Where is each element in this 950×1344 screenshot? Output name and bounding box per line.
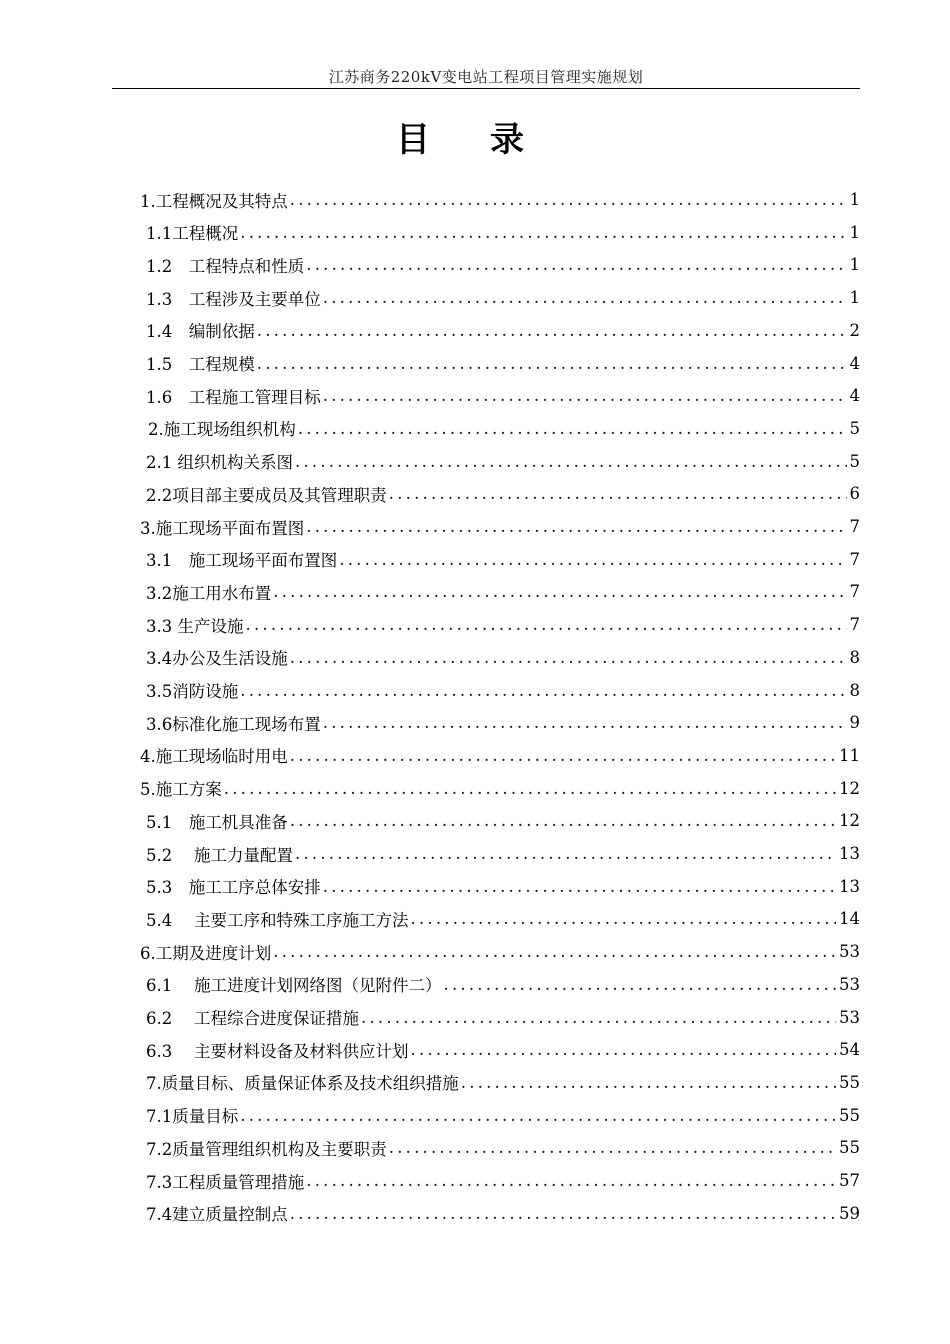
toc-entry-label: 1.工程概况及其特点 (140, 191, 288, 211)
header-title: 江苏商务220kV变电站工程项目管理实施规划 (328, 68, 644, 86)
toc-entry[interactable] (146, 706, 860, 739)
toc-entry-label: 1.5 工程规模 (146, 355, 255, 374)
toc-entry-label: 3.5消防设施 (146, 682, 239, 701)
toc-entry-page: 55 (839, 1138, 860, 1158)
toc-entry[interactable] (146, 248, 860, 281)
toc-entry[interactable] (146, 902, 860, 935)
toc-entry-label: 2.施工现场组织机构 (148, 420, 296, 440)
toc-entry-page: 7 (849, 615, 860, 635)
toc-leader-dots (246, 615, 847, 634)
toc-entry-page: 53 (839, 974, 860, 994)
toc-leader-dots (240, 681, 846, 700)
toc-entry-label: 1.6 工程施工管理目标 (146, 387, 321, 407)
toc-entry[interactable] (146, 281, 860, 314)
toc-entry-page: 59 (839, 1203, 860, 1223)
toc-entry-label: 6.1 施工进度计划网络图（见附件二） (146, 976, 442, 996)
toc-leader-dots (323, 877, 836, 896)
toc-entry-page: 7 (849, 582, 860, 602)
toc-entry[interactable] (146, 1099, 860, 1132)
toc-entry-label: 6.工期及进度计划 (140, 943, 272, 963)
toc-entry-page: 8 (849, 680, 860, 700)
toc-leader-dots (290, 648, 847, 667)
toc-leader-dots (240, 1106, 836, 1125)
toc-entry-label: 7.4建立质量控制点 (146, 1205, 288, 1225)
toc-leader-dots (273, 582, 846, 601)
toc-entry-label: 1.4 编制依据 (146, 322, 255, 342)
toc-entry[interactable] (140, 183, 860, 216)
toc-entry-label: 6.3 主要材料设备及材料供应计划 (146, 1041, 409, 1061)
toc-entry-label: 7.2质量管理组织机构及主要职责 (146, 1139, 387, 1159)
toc-leader-dots (306, 517, 846, 536)
toc-entry-page: 4 (849, 353, 860, 373)
toc-entry[interactable] (146, 968, 860, 1001)
toc-entry-label: 3.2施工用水布置 (146, 583, 272, 603)
toc-entry-label: 1.3 工程涉及主要单位 (146, 289, 321, 309)
toc-leader-dots (461, 1073, 836, 1092)
toc-entry-label: 2.2项目部主要成员及其管理职责 (146, 485, 387, 505)
toc-entry-page: 57 (839, 1171, 860, 1190)
toc-leader-dots (240, 223, 846, 242)
toc-entry-label: 3.施工现场平面布置图 (140, 518, 305, 538)
toc-entry-page: 2 (849, 320, 860, 340)
toc-entry-label: 3.4办公及生活设施 (146, 649, 288, 669)
toc-leader-dots (290, 811, 836, 830)
toc-leader-dots (290, 746, 836, 765)
toc-entry[interactable] (146, 641, 860, 674)
toc-leader-dots (323, 288, 847, 307)
toc-entry-label: 4.施工现场临时用电 (140, 747, 288, 767)
toc-entry-page: 55 (839, 1105, 860, 1125)
toc-leader-dots (290, 1204, 836, 1223)
toc-leader-dots (389, 1138, 836, 1157)
toc-entry-label: 1.1工程概况 (146, 224, 239, 244)
toc-entry-label: 3.6标准化施工现场布置 (146, 714, 321, 734)
toc-leader-dots (306, 255, 846, 274)
toc-entry[interactable] (146, 870, 860, 903)
toc-entry-label: 3.1 施工现场平面布置图 (146, 551, 338, 571)
toc-title: 目录 (396, 120, 584, 160)
toc-entry[interactable] (146, 314, 860, 347)
toc-entry[interactable] (140, 739, 860, 772)
toc-leader-dots (295, 844, 836, 863)
toc-entry[interactable] (146, 445, 860, 478)
toc-entry-label: 7.质量目标、质量保证体系及技术组织措施 (146, 1074, 459, 1094)
toc-entry[interactable] (146, 837, 860, 870)
toc-entry-page: 54 (839, 1040, 860, 1060)
toc-entry-page: 1 (849, 255, 860, 275)
toc-entry-page: 6 (849, 484, 860, 504)
toc-entry[interactable] (146, 1164, 860, 1197)
toc-leader-dots (323, 386, 847, 405)
toc-entry-label: 5.1 施工机具准备 (146, 812, 288, 832)
toc-entry[interactable] (148, 412, 860, 445)
toc-entry-label: 3.3 生产设施 (146, 616, 244, 636)
toc-entry[interactable] (146, 575, 860, 608)
toc-entry-page: 12 (839, 778, 860, 798)
toc-entry[interactable] (146, 379, 860, 412)
toc-leader-dots (224, 779, 836, 798)
toc-entry[interactable] (140, 772, 860, 805)
toc-entry-page: 8 (849, 647, 860, 667)
toc-entry[interactable] (146, 543, 860, 576)
toc-leader-dots (411, 909, 837, 928)
toc-entry[interactable] (146, 1001, 860, 1034)
header-rule (112, 88, 860, 89)
toc-leader-dots (323, 713, 847, 732)
toc-entry-page: 7 (849, 517, 860, 536)
toc-entry[interactable] (146, 1197, 860, 1230)
toc-entry[interactable] (140, 935, 860, 968)
toc-entry-page: 12 (839, 811, 860, 831)
toc-entry-page: 13 (839, 876, 860, 896)
toc-leader-dots (339, 550, 846, 569)
toc-entry-label: 1.2 工程特点和性质 (146, 256, 305, 276)
toc-entry-page: 5 (849, 418, 860, 438)
toc-entry-page: 53 (839, 942, 860, 962)
toc-entry-page: 11 (839, 745, 860, 765)
toc-entry-page: 14 (839, 909, 860, 929)
toc-entry[interactable] (146, 1131, 860, 1164)
toc-leader-dots (295, 452, 847, 471)
toc-leader-dots (389, 484, 847, 503)
toc-leader-dots (290, 190, 847, 209)
toc-entry-label: 7.1质量目标 (146, 1107, 239, 1127)
toc-leader-dots (361, 1008, 836, 1027)
toc-entry[interactable] (146, 674, 860, 707)
toc-entry-page: 1 (849, 190, 860, 209)
toc-entry[interactable] (146, 804, 860, 837)
toc-entry-label: 7.3工程质量管理措施 (146, 1172, 305, 1192)
toc-entry-page: 9 (849, 713, 860, 733)
toc-leader-dots (411, 1040, 837, 1059)
toc-entry[interactable] (146, 347, 860, 380)
toc-entry[interactable] (146, 216, 860, 249)
toc-entry[interactable] (146, 477, 860, 510)
toc-entry-label: 5.2 施工力量配置 (146, 845, 293, 865)
toc-entry-page: 7 (849, 549, 860, 569)
toc-entry-label: 5.施工方案 (140, 780, 222, 800)
toc-entry-label: 5.3 施工工序总体安排 (146, 878, 321, 898)
toc-entry-label: 6.2 工程综合进度保证措施 (146, 1009, 359, 1028)
toc-leader-dots (306, 1171, 836, 1190)
toc-leader-dots (257, 354, 847, 373)
toc-entry[interactable] (146, 608, 860, 641)
toc-entry-page: 13 (839, 844, 860, 863)
toc-entry-label: 2.1 组织机构关系图 (146, 453, 293, 473)
toc-entry-page: 55 (839, 1072, 860, 1092)
toc-leader-dots (257, 321, 847, 340)
toc-entry-page: 5 (849, 451, 860, 471)
toc-entry-page: 1 (849, 288, 860, 308)
toc-leader-dots (273, 942, 836, 961)
toc-leader-dots (444, 975, 837, 994)
toc-leader-dots (298, 419, 847, 438)
toc-entry-label: 5.4 主要工序和特殊工序施工方法 (146, 910, 409, 930)
toc-entry[interactable] (146, 1033, 860, 1066)
toc-entry[interactable] (140, 510, 860, 543)
toc-entry[interactable] (146, 1066, 860, 1099)
toc-entry-page: 1 (849, 222, 860, 242)
toc-entry-page: 4 (849, 386, 860, 406)
toc-entry-page: 53 (839, 1007, 860, 1027)
